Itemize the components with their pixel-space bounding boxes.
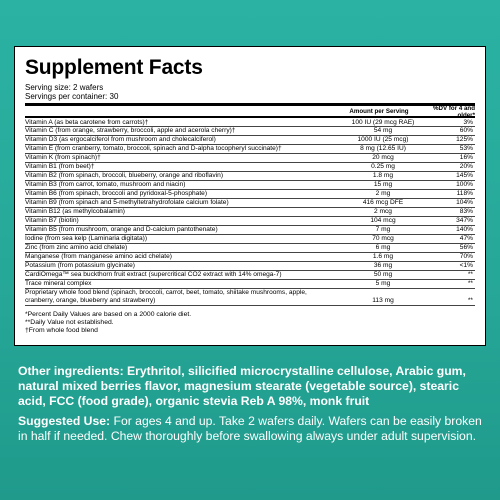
nutrient-name: Vitamin C (from orange, strawberry, broccoli, apple and acerola cherry)† xyxy=(25,127,236,135)
nutrient-amount: 5 mg xyxy=(375,280,391,288)
table-row xyxy=(25,208,475,217)
nutrient-dv: 83% xyxy=(459,208,473,216)
table-row xyxy=(25,145,475,154)
other-ingredients-label: Other ingredients: xyxy=(18,364,124,378)
nutrient-amount: 1.6 mg xyxy=(372,253,394,261)
footnote: *Percent Daily Values are based on a 2000 calorie diet. xyxy=(25,310,192,318)
table-row xyxy=(25,119,475,128)
table-row xyxy=(25,226,475,235)
nutrient-dv: 118% xyxy=(456,190,473,198)
nutrient-dv: ** xyxy=(467,280,473,288)
nutrient-amount: 36 mg xyxy=(373,262,393,270)
table-row xyxy=(25,244,475,253)
nutrient-dv: ** xyxy=(467,296,473,304)
nutrient-name: Vitamin B5 (from mushroom, orange and D-calcium pantothenate) xyxy=(25,226,218,234)
nutrient-name: Vitamin E (from cranberry, tomato, broccoli, spinach and D-alpha tocopheryl succinate)† xyxy=(25,145,282,153)
nutrient-dv: 16% xyxy=(459,154,473,162)
nutrient-table xyxy=(25,119,475,306)
nutrient-dv: 53% xyxy=(459,145,473,153)
table-row xyxy=(25,199,475,208)
table-row xyxy=(25,172,475,181)
serving-size: Serving size: 2 wafers xyxy=(25,83,104,92)
nutrient-name: Zinc (from zinc amino acid chelate) xyxy=(25,244,128,252)
nutrient-name: Vitamin B6 (from spinach, broccoli and pyridoxal-5-phosphate) xyxy=(25,190,208,198)
nutrient-dv: 56% xyxy=(459,244,473,252)
nutrient-name: Vitamin B1 (from beet)† xyxy=(25,163,95,171)
nutrient-amount: 20 mcg xyxy=(372,154,394,162)
nutrient-dv: <1% xyxy=(459,262,473,270)
table-row xyxy=(25,217,475,226)
nutrient-amount: 100 IU (29 mcg RAE) xyxy=(351,118,415,126)
servings-per-container: Servings per container: 30 xyxy=(25,92,119,101)
nutrient-name: Vitamin K (from spinach)† xyxy=(25,154,101,162)
supplement-facts-panel xyxy=(14,46,486,346)
table-row xyxy=(25,289,475,306)
nutrient-amount: 1000 IU (25 mcg) xyxy=(357,136,409,144)
table-row xyxy=(25,181,475,190)
column-header-amount: Amount per Serving xyxy=(349,108,409,115)
nutrient-name: Vitamin B12 (as methylcobalamin) xyxy=(25,208,125,216)
footnote: †From whole food blend xyxy=(25,326,98,334)
nutrient-name: Vitamin D3 (as ergocalciferol from mushroom and cholecalciferol) xyxy=(25,136,216,144)
suggested-use-label: Suggested Use: xyxy=(18,414,111,428)
nutrient-name: Iodine (from sea kelp (Laminaria digitata)) xyxy=(25,235,148,243)
nutrient-dv: 70% xyxy=(459,253,473,261)
nutrient-dv: 3% xyxy=(463,118,473,126)
nutrient-name: Vitamin B7 (biotin) xyxy=(25,217,79,225)
table-row xyxy=(25,136,475,145)
nutrient-dv: 100% xyxy=(456,181,473,189)
suggested-use xyxy=(18,414,486,444)
other-ingredients xyxy=(18,364,486,409)
table-row xyxy=(25,235,475,244)
footnote: **Daily Value not established. xyxy=(25,318,114,326)
nutrient-dv: 125% xyxy=(456,136,473,144)
table-row xyxy=(25,127,475,136)
footnotes xyxy=(25,311,475,335)
nutrient-dv: 20% xyxy=(459,163,473,171)
nutrient-amount: 0.25 mg xyxy=(371,163,395,171)
table-row xyxy=(25,271,475,280)
nutrient-name: Vitamin B2 (from spinach, broccoli, blueberry, orange and riboflavin) xyxy=(25,172,224,180)
nutrient-amount: 70 mcg xyxy=(372,235,394,243)
nutrient-amount: 416 mcg DFE xyxy=(362,199,404,207)
nutrient-amount: 113 mg xyxy=(372,296,394,304)
nutrient-dv: 60% xyxy=(459,127,473,135)
header-divider xyxy=(25,116,475,118)
nutrient-amount: 15 mg xyxy=(373,181,393,189)
nutrient-dv: 104% xyxy=(456,199,473,207)
nutrient-amount: 104 mcg xyxy=(370,217,396,225)
nutrient-amount: 54 mg xyxy=(373,127,393,135)
nutrient-name: Potassium (from potassium glycinate) xyxy=(25,262,135,270)
nutrient-name: Trace mineral complex xyxy=(25,280,92,288)
thick-divider xyxy=(25,103,475,106)
nutrient-amount: 2 mg xyxy=(375,190,391,198)
nutrient-name: Vitamin B9 (from spinach and 5-methyltetrahydrofolate calcium folate) xyxy=(25,199,229,207)
table-row xyxy=(25,163,475,172)
nutrient-amount: 6 mg xyxy=(375,244,391,252)
nutrient-dv: ** xyxy=(467,271,473,279)
suggested-use-text: For ages 4 and up. Take 2 wafers daily. Wafers can be easily broken in half if needed. Chew thoroughly before swallowing always under adult supervision. xyxy=(18,414,482,443)
nutrient-dv: 145% xyxy=(456,172,473,180)
nutrient-name: Proprietary whole food blend (spinach, broccoli, carrot, beet, tomato, shiitake mushrooms, apple, cranberry, orange, blueberry and strawberry) xyxy=(25,289,307,304)
column-header-dv: %DV for 4 and older* xyxy=(433,104,475,119)
table-row xyxy=(25,262,475,271)
nutrient-amount: 7 mg xyxy=(375,226,391,234)
nutrient-amount: 50 mg xyxy=(373,271,393,279)
facts-title: Supplement Facts xyxy=(25,56,203,79)
nutrient-amount: 8 mg (12.65 IU) xyxy=(360,145,406,153)
nutrient-dv: 47% xyxy=(459,235,473,243)
nutrient-dv: 140% xyxy=(456,226,473,234)
nutrient-name: Vitamin A (as beta carotene from carrots)† xyxy=(25,118,149,126)
table-row xyxy=(25,253,475,262)
nutrient-name: Manganese (from manganese amino acid chelate) xyxy=(25,253,172,261)
nutrient-name: CardiOmega™ sea buckthorn fruit extract (supercritical CO2 extract with 14% omega-7) xyxy=(25,271,282,279)
table-row xyxy=(25,154,475,163)
nutrient-name: Vitamin B3 (from carrot, tomato, mushroom and niacin) xyxy=(25,181,186,189)
table-row xyxy=(25,280,475,289)
nutrient-dv: 347% xyxy=(456,217,473,225)
column-header-row xyxy=(25,104,475,119)
nutrient-amount: 2 mcg xyxy=(374,208,392,216)
table-row xyxy=(25,190,475,199)
nutrient-amount: 1.8 mg xyxy=(372,172,394,180)
other-ingredients-text: Erythritol, silicified microcrystalline cellulose, Arabic gum, natural mixed berries flavor, magnesium stearate (vegetable source), stearic acid, FCC (food grade), organic stevia Reb A 98%, monk fruit xyxy=(18,364,466,408)
